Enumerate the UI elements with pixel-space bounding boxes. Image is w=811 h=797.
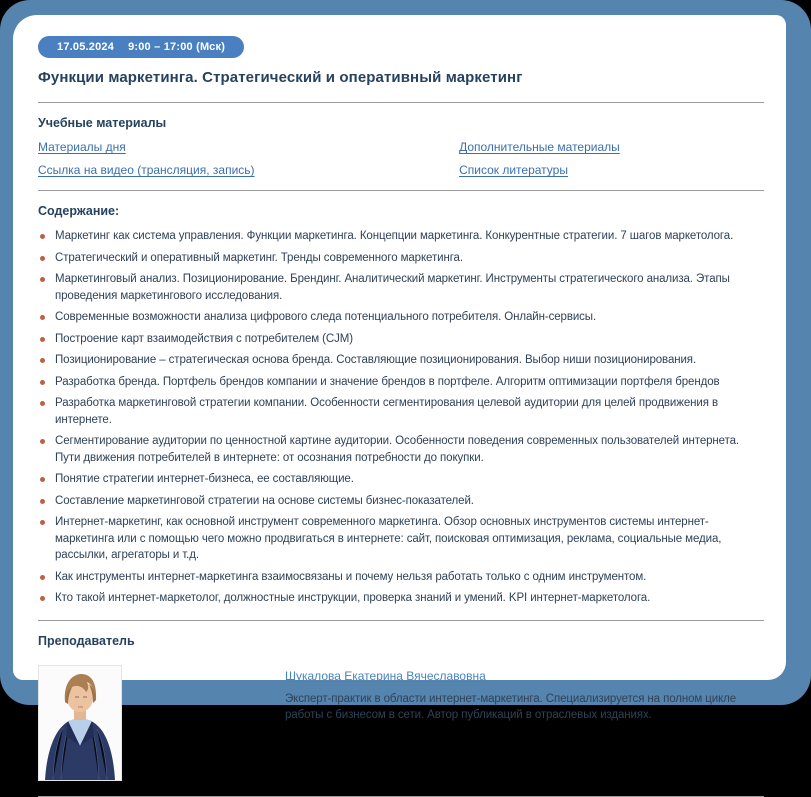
list-item: Составление маркетинговой стратегии на основе системы бизнес-показателей. xyxy=(38,493,764,510)
teacher-card xyxy=(38,665,764,781)
teacher-name-link[interactable]: Шукалова Екатерина Вячеславовна xyxy=(285,668,486,683)
divider xyxy=(38,620,764,621)
teacher-heading: Преподаватель xyxy=(38,633,135,648)
list-item: Разработка бренда. Портфель брендов компании и значение брендов в портфеле. Алгоритм оптимизации портфеля брендов xyxy=(38,374,764,391)
content-heading: Содержание: xyxy=(38,204,120,218)
divider xyxy=(38,190,764,191)
materials-links xyxy=(38,140,764,177)
list-item: Понятие стратегии интернет-бизнеса, ее составляющие. xyxy=(38,471,764,488)
list-item: Позиционирование – стратегическая основа бренда. Составляющие позиционирования. Выбор ниши позиционирования. xyxy=(38,352,764,369)
content-list xyxy=(38,228,764,607)
list-item: Сегментирование аудитории по ценностной картине аудитории. Особенности поведения современных пользователей интернета. Пути движения потребителей в интернете: от осознания потребности до покупки. xyxy=(38,433,764,466)
badge-date: 17.05.2024 xyxy=(57,41,115,53)
teacher-bio: Эксперт-практик в области интернет-маркетинга. Специализируется на полном цикле работы с бизнесом в сети. Автор публикаций в отраслевых изданиях. xyxy=(285,692,737,721)
divider xyxy=(38,102,764,103)
page-title: Функции маркетинга. Стратегический и оперативный маркетинг xyxy=(38,69,523,86)
teacher-photo-image xyxy=(39,666,121,780)
list-item: Кто такой интернет-маркетолог, должностные инструкции, проверка знаний и умений. KPI интернет-маркетолога. xyxy=(38,590,764,607)
link-day-materials[interactable]: Материалы дня xyxy=(38,140,126,154)
date-badge xyxy=(38,36,244,58)
list-item: Построение карт взаимодействия с потребителем (CJM) xyxy=(38,331,764,348)
list-item: Современные возможности анализа цифрового следа потенциального потребителя. Онлайн-сервисы. xyxy=(38,309,764,326)
materials-heading: Учебные материалы xyxy=(38,116,167,130)
content-card xyxy=(13,15,786,721)
divider xyxy=(38,796,764,797)
link-video[interactable]: Ссылка на видео (трансляция, запись) xyxy=(38,163,255,177)
link-additional-materials[interactable]: Дополнительные материалы xyxy=(459,140,620,154)
list-item: Разработка маркетинговой стратегии компании. Особенности сегментирования целевой аудитории для целей продвижения в интернете. xyxy=(38,395,764,428)
list-item: Интернет-маркетинг, как основной инструмент современного маркетинга. Обзор основных инструментов системы интернет-маркетинга или с помощью чего можно продвигаться в интернете: сайт, поисковая оптимизация, реклама, социальные медиа, рассылки, агрегаторы и т.д. xyxy=(38,514,764,564)
teacher-info xyxy=(285,665,755,781)
list-item: Маркетинговый анализ. Позиционирование. Брендинг. Аналитический маркетинг. Инструменты стратегического анализа. Этапы проведения маркетингового исследования. xyxy=(38,271,764,304)
teacher-photo xyxy=(38,665,122,781)
list-item: Как инструменты интернет-маркетинга взаимосвязаны и почему нельзя работать только с одним инструментом. xyxy=(38,569,764,586)
badge-time: 9:00 – 17:00 (Мск) xyxy=(128,41,226,53)
list-item: Маркетинг как система управления. Функции маркетинга. Концепции маркетинга. Конкурентные стратегии. 7 шагов маркетолога. xyxy=(38,228,764,245)
list-item: Стратегический и оперативный маркетинг. Тренды современного маркетинга. xyxy=(38,250,764,267)
link-literature[interactable]: Список литературы xyxy=(459,163,568,177)
